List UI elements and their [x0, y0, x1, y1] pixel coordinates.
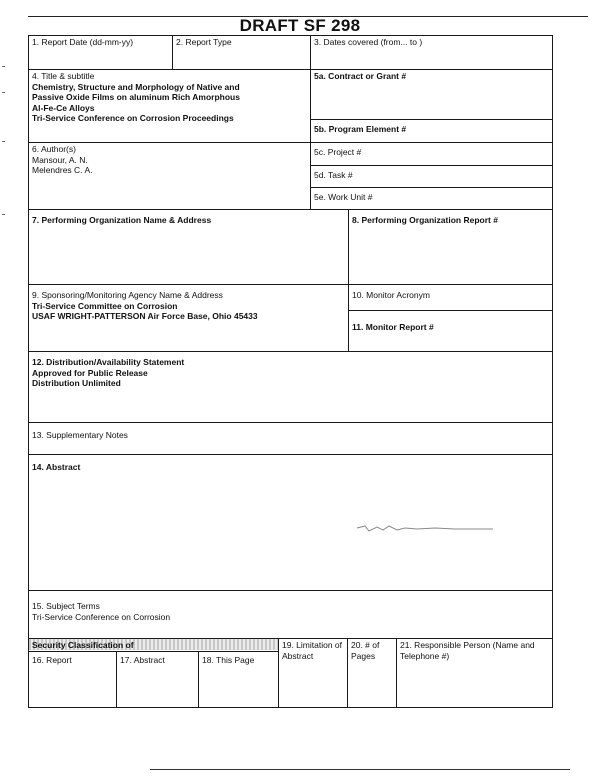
distribution-label: 12. Distribution/Availability Statement [32, 357, 185, 367]
field-program-element[interactable] [310, 119, 553, 143]
abstract-label: 14. Abstract [32, 462, 81, 472]
report-class-label: 16. Report [32, 655, 72, 665]
title-line-4: Tri-Service Conference on Corrosion Proceedings [32, 113, 234, 123]
field-project-number[interactable] [310, 142, 553, 166]
limitation-label: 19. Limitation of Abstract [282, 640, 343, 661]
performing-org-label: 7. Performing Organization Name & Address [32, 215, 212, 225]
monitor-acronym-label: 10. Monitor Acronym [352, 290, 430, 300]
field-abstract-classification[interactable] [116, 651, 199, 708]
authors-label: 6. Author(s) [32, 144, 76, 154]
monitor-report-label: 11. Monitor Report # [352, 322, 434, 332]
margin-mark [2, 66, 5, 67]
field-work-unit[interactable] [310, 187, 553, 210]
responsible-person-label: 21. Responsible Person (Name and Telephone #) [400, 640, 535, 661]
field-performing-org-report[interactable] [348, 209, 553, 285]
field-report-date[interactable] [28, 35, 173, 70]
security-classification-header [28, 638, 279, 652]
field-distribution-statement[interactable] [28, 351, 553, 423]
page-class-label: 18. This Page [202, 655, 255, 665]
author-1: Mansour, A. N. [32, 154, 88, 165]
sponsor-line-1: Tri-Service Committee on Corrosion [32, 300, 178, 311]
field-title[interactable] [28, 69, 311, 143]
margin-mark [2, 141, 5, 142]
field-monitor-acronym[interactable] [348, 284, 553, 311]
title-line-3: Al-Fe-Ce Alloys [32, 102, 95, 113]
subject-terms-line-1: Tri-Service Conference on Corrosion [32, 611, 171, 622]
task-label: 5d. Task # [314, 170, 353, 180]
field-number-of-pages[interactable] [347, 638, 397, 708]
margin-mark [2, 92, 5, 93]
title-line-2: Passive Oxide Films on aluminum Rich Amorphous [32, 92, 240, 102]
subject-terms-label: 15. Subject Terms [32, 601, 100, 611]
report-date-label: 1. Report Date (dd-mm-yy) [32, 37, 134, 47]
num-pages-label: 20. # of Pages [351, 640, 380, 661]
field-responsible-person[interactable] [396, 638, 553, 708]
scan-artifact [355, 522, 495, 536]
dates-covered-label: 3. Dates covered (from... to ) [314, 37, 423, 47]
field-limitation-of-abstract[interactable] [278, 638, 348, 708]
sponsoring-label: 9. Sponsoring/Monitoring Agency Name & Address [32, 290, 223, 300]
field-contract-number[interactable] [310, 69, 553, 120]
field-dates-covered[interactable] [310, 35, 553, 70]
bottom-rule [150, 769, 570, 770]
field-page-classification[interactable] [198, 651, 279, 708]
abstract-class-label: 17. Abstract [120, 655, 165, 665]
field-supplementary-notes[interactable] [28, 422, 553, 455]
distribution-line-2: Distribution Unlimited [32, 378, 121, 388]
field-performing-organization[interactable] [28, 209, 349, 285]
field-report-classification[interactable] [28, 651, 117, 708]
author-2: Melendres C. A. [32, 165, 93, 175]
distribution-line-1: Approved for Public Release [32, 367, 148, 378]
sponsor-line-2: USAF WRIGHT-PATTERSON Air Force Base, Ohio 45433 [32, 311, 258, 321]
sf298-form [28, 35, 553, 708]
margin-mark [2, 214, 5, 215]
work-unit-label: 5e. Work Unit # [314, 192, 373, 202]
project-label: 5c. Project # [314, 147, 362, 157]
page-title: DRAFT SF 298 [239, 16, 361, 35]
security-classification-label: Security Classification of [32, 640, 134, 650]
field-sponsoring-agency[interactable] [28, 284, 349, 352]
field-task-number[interactable] [310, 165, 553, 188]
field-report-type[interactable] [172, 35, 311, 70]
performing-report-label: 8. Performing Organization Report # [352, 215, 498, 225]
supplementary-label: 13. Supplementary Notes [32, 430, 128, 440]
program-element-label: 5b. Program Element # [314, 124, 407, 134]
contract-label: 5a. Contract or Grant # [314, 71, 407, 81]
report-type-label: 2. Report Type [176, 37, 232, 47]
title-label: 4. Title & subtitle [32, 71, 95, 81]
field-monitor-report[interactable] [348, 310, 553, 352]
title-line-1: Chemistry, Structure and Morphology of Native and [32, 81, 240, 92]
field-authors[interactable] [28, 142, 311, 210]
field-subject-terms[interactable] [28, 590, 553, 639]
